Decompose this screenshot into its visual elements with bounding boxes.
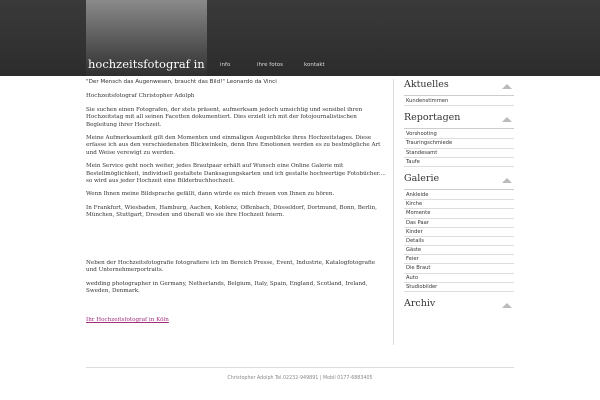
footer-contact: Christopher Adolph Tel.02232-949891 | Mobil 0177-6883405: [227, 376, 373, 381]
content-paragraph: Mein Service geht noch weiter, jedes Brautpaar erhält auf Wunsch eine Online Galerie mit Bestellmöglichkeit, individuell gestaltete Danksagungskarten und ich gestalte hochwertige Fotobücher.... so wird aus jeder Hochzeit eine Bilderbuchhochzeit.: [86, 163, 386, 185]
widget-title-reportagen[interactable]: [404, 112, 514, 128]
content-spacer: [86, 226, 386, 260]
content-paragraph: wedding photographer in Germany, Netherlands, Belgium, Italy, Spain, England, Scotland, Ireland, Sweden, Denmark.: [86, 280, 368, 294]
sidebar-item-details[interactable]: Details: [404, 237, 514, 246]
collapse-arrow-icon[interactable]: [502, 84, 512, 89]
sidebar-item-vorshooting[interactable]: Vorshooting: [404, 130, 514, 139]
sidebar-item-auto[interactable]: Auto: [404, 274, 514, 283]
sidebar-item-kundenstimmen[interactable]: Kundenstimmen: [404, 97, 514, 106]
site-title[interactable]: hochzeitsfotograf in: [88, 57, 205, 71]
widget-title-label: Aktuelles: [404, 79, 449, 90]
sidebar-item-ankleide[interactable]: Ankleide: [404, 191, 514, 200]
nav-item-info[interactable]: info: [220, 62, 231, 68]
sidebar: [404, 79, 514, 314]
site-header: [0, 0, 600, 76]
content-paragraph: Sie suchen einen Fotografen, der stets präsent, aufmerksam jedoch umsichtig und sensibel ihren Hochzeitstag mit all seinen Facetten dokumentiert. Dies erzielt ich mit der fotojournalistischen Begleitung ihrer Hochzeit.: [86, 106, 363, 128]
footer-divider: [86, 367, 514, 368]
collapse-arrow-icon[interactable]: [502, 178, 512, 183]
sidebar-item-momente[interactable]: Momente: [404, 209, 514, 218]
collapse-arrow-icon[interactable]: [502, 303, 512, 308]
widget-list-aktuelles: [404, 97, 514, 106]
divider: [404, 128, 514, 129]
sidebar-item-das-paar[interactable]: Das Paar: [404, 219, 514, 228]
divider: [404, 95, 514, 96]
nav-item-ihre-fotos[interactable]: ihre fotos: [257, 62, 283, 68]
content-paragraph: Hochzeitsfotograf Christopher Adolph: [86, 93, 195, 100]
widget-title-label: Galerie: [404, 172, 440, 184]
widget-title-label: Archiv: [404, 298, 436, 309]
content-paragraph: Neben der Hochzeitsfotografie fotografiere ich im Bereich Presse, Event, Industrie, Katalogfotografie und Unternehmerportraits.: [86, 259, 376, 274]
content-paragraph: Meine Aufmerksamkeit gilt den Momenten und einmaligen Augenblicke ihres Hochzeitstages. Diese erfasse ich aus den verschiedensten Blickwinkeln, denn Ihre Emotionen werden es zu bestmögliche Art und Weise verewigt zu werden.: [86, 135, 381, 156]
sidebar-item-die-braut[interactable]: Die Braut: [404, 264, 514, 273]
main-content: [86, 79, 386, 331]
sidebar-item-gaeste[interactable]: Gäste: [404, 246, 514, 255]
collapse-arrow-icon[interactable]: [502, 117, 512, 122]
widget-title-label: Reportagen: [404, 112, 461, 124]
sidebar-item-standesamt[interactable]: Standesamt: [404, 149, 514, 158]
sidebar-item-kinder[interactable]: Kinder: [404, 228, 514, 237]
sidebar-divider: [393, 79, 394, 345]
sidebar-item-trauringschmiede[interactable]: Trauringschmiede: [404, 139, 514, 148]
widget-title-aktuelles[interactable]: [404, 79, 514, 95]
sidebar-item-kirche[interactable]: Kirche: [404, 200, 514, 209]
sidebar-item-feier[interactable]: Feier: [404, 255, 514, 264]
sidebar-item-taufe[interactable]: Taufe: [404, 158, 514, 167]
cologne-photographer-link[interactable]: Ihr Hochzeitsfotograf in Köln: [86, 317, 169, 324]
sidebar-item-studiobilder[interactable]: Studiobilder: [404, 283, 514, 292]
widget-title-galerie[interactable]: [404, 173, 514, 189]
content-paragraph: In Frankfurt, Wiesbaden, Hamburg, Aachen, Koblenz, Offenbach, Düsseldorf, Dortmund, Bonn, Berlin, München, Stuttgart, Dresden und überall wo sie ihre Hochzeit feiern.: [86, 204, 377, 219]
content-paragraph: Wenn Ihnen meine Bildsprache gefällt, dann würde es mich freuen von Ihnen zu hören.: [86, 191, 335, 198]
intro-quote: "Der Mensch das Augenwesen, braucht das Bild!" Leonardo da Vinci: [86, 79, 277, 85]
widget-title-archiv[interactable]: [404, 298, 514, 314]
widget-list-galerie: [404, 191, 514, 292]
nav-item-kontakt[interactable]: kontakt: [304, 62, 325, 68]
widget-list-reportagen: [404, 130, 514, 167]
divider: [404, 189, 514, 190]
